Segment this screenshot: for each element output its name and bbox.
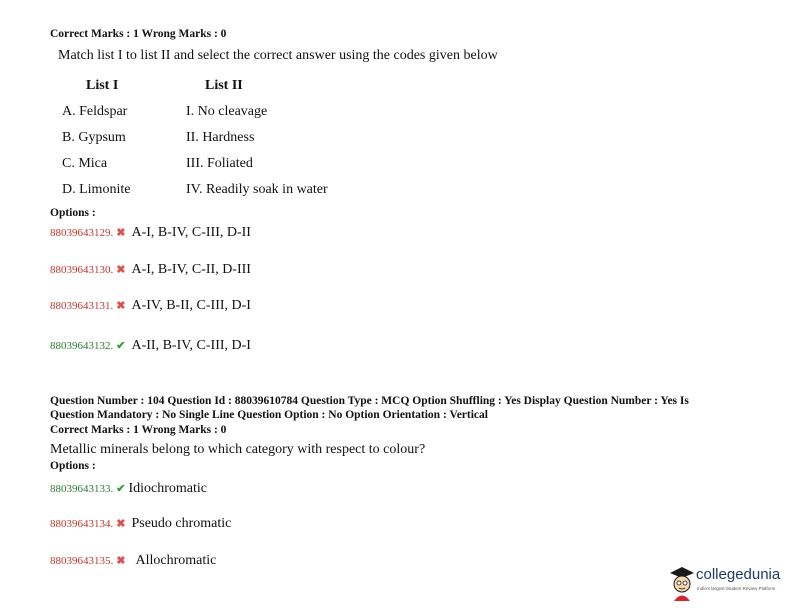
list2-header: List II — [205, 78, 243, 93]
cross-icon: ✖ — [116, 227, 126, 239]
option-text: Idiochromatic — [128, 481, 207, 496]
list1-item-b: B. Gypsum — [62, 130, 126, 145]
option-text: A-IV, B-II, C-III, D-I — [131, 298, 251, 313]
cross-icon: ✖ — [116, 518, 126, 530]
q2-option-3 — [50, 551, 216, 569]
option-text: Allochromatic — [135, 553, 217, 568]
logo-tagline: India's largest Student Review Platform — [697, 586, 776, 591]
option-id: 88039643131. — [50, 300, 114, 312]
logo-wordmark: collegedunia — [696, 566, 781, 583]
option-id: 88039643132. — [50, 340, 114, 352]
q2-option-1 — [50, 479, 207, 497]
option-id: 88039643134. — [50, 518, 114, 530]
option-id: 88039643133. — [50, 483, 114, 495]
q1-option-3 — [50, 296, 251, 314]
graduate-mascot-icon — [668, 564, 696, 602]
list1-item-c: C. Mica — [62, 156, 108, 171]
q2-options-label: Options : — [50, 460, 96, 472]
check-icon: ✔ — [116, 483, 126, 495]
q1-option-1 — [50, 223, 251, 241]
q1-question-text: Match list I to list II and select the correct answer using the codes given below — [58, 48, 498, 63]
option-id: 88039643135. — [50, 555, 114, 567]
list2-item-iii: III. Foliated — [186, 156, 253, 171]
check-icon: ✔ — [116, 340, 126, 352]
option-id: 88039643129. — [50, 227, 114, 239]
collegedunia-logo — [668, 564, 786, 604]
q1-options-label: Options : — [50, 207, 96, 219]
option-text: A-I, B-IV, C-III, D-II — [131, 225, 251, 240]
list2-item-iv: IV. Readily soak in water — [186, 182, 328, 197]
option-text: A-I, B-IV, C-II, D-III — [131, 262, 251, 277]
list1-item-d: D. Limonite — [62, 182, 131, 197]
list2-item-ii: II. Hardness — [186, 130, 255, 145]
q2-meta-line1: Question Number : 104 Question Id : 88039610784 Question Type : MCQ Option Shuffling : Yes Display Question Number : Yes Is — [50, 395, 689, 407]
q1-marks: Correct Marks : 1 Wrong Marks : 0 — [50, 28, 227, 40]
cross-icon: ✖ — [116, 300, 126, 312]
option-text: A-II, B-IV, C-III, D-I — [131, 338, 251, 353]
list1-item-a: A. Feldspar — [62, 104, 128, 119]
option-id: 88039643130. — [50, 264, 114, 276]
option-text: Pseudo chromatic — [131, 516, 232, 531]
q2-option-2 — [50, 514, 231, 532]
list1-header: List I — [86, 78, 119, 93]
list2-item-i: I. No cleavage — [186, 104, 268, 119]
q2-marks: Correct Marks : 1 Wrong Marks : 0 — [50, 424, 227, 436]
q1-option-2 — [50, 260, 251, 278]
q2-question-text: Metallic minerals belong to which category with respect to colour? — [50, 442, 426, 457]
q2-meta-line2: Question Mandatory : No Single Line Question Option : No Option Orientation : Vertical — [50, 409, 488, 421]
cross-icon: ✖ — [116, 264, 126, 276]
cross-icon: ✖ — [116, 555, 126, 567]
q1-option-4 — [50, 336, 251, 354]
